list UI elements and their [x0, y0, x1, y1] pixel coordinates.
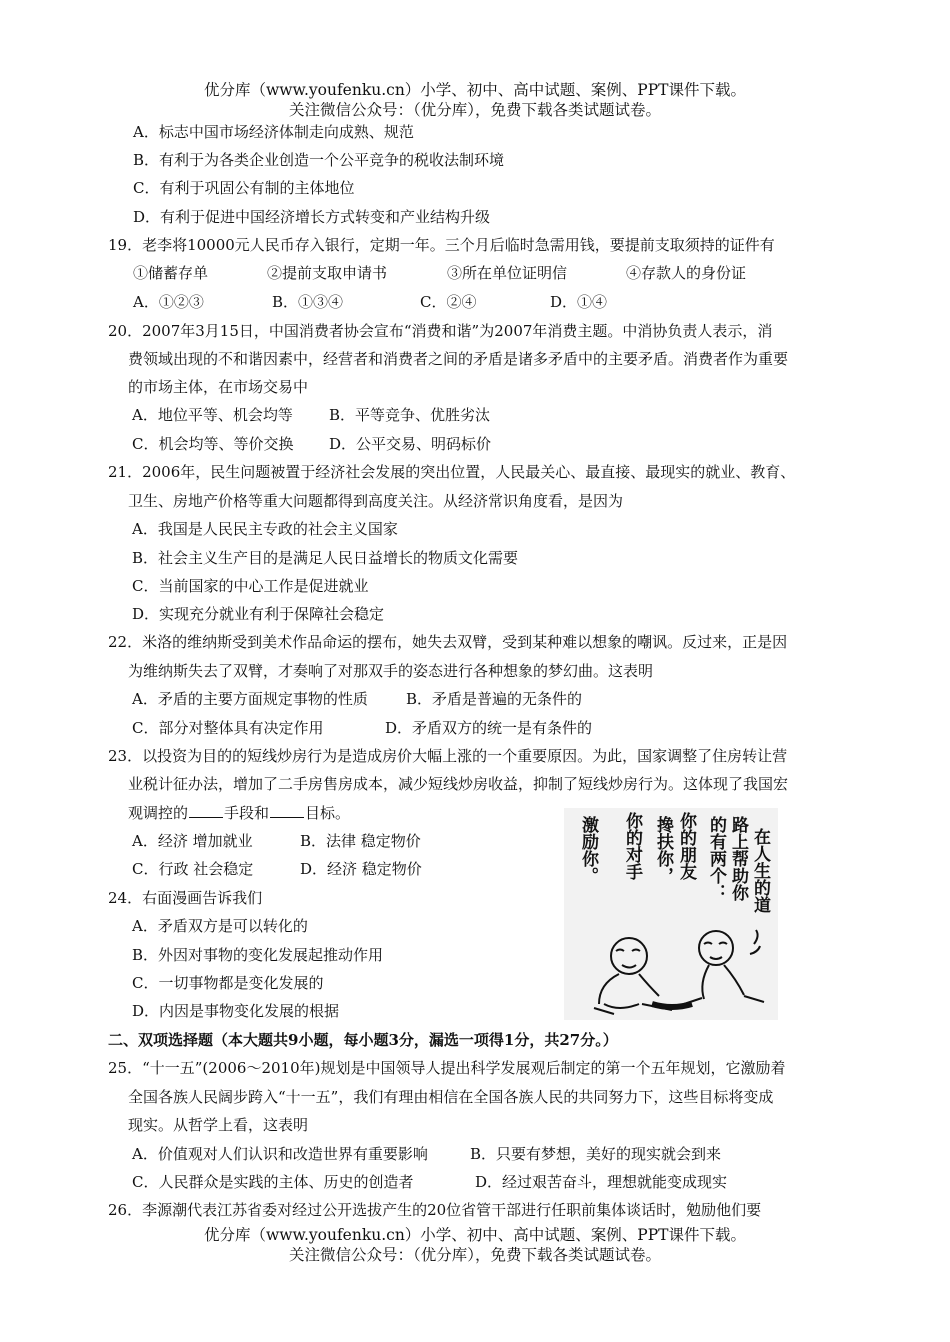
q21-stem-line-2: 卫生、房地产价格等重大问题都得到高度关注。从经济常识角度看，是因为: [128, 492, 624, 510]
comic-text-col-3: 的有两个：: [706, 816, 726, 901]
q22-option-c: C．部分对整体具有决定作用: [132, 719, 324, 737]
q23-option-d: D．经济 稳定物价: [300, 860, 422, 878]
comic-text-col-4: 你的朋友: [676, 812, 696, 880]
q20-stem-line-3: 的市场主体，在市场交易中: [128, 378, 309, 396]
header-line-2: 关注微信公众号：（优分库），免费下载各类试题试卷。: [288, 101, 661, 119]
q25-option-c: C．人民群众是实践的主体、历史的创造者: [132, 1173, 414, 1191]
q25-stem-line-2: 全国各族人民阔步跨入“十一五”，我们有理由相信在全国各族人民的共同努力下，这些目标将变成: [128, 1088, 774, 1106]
q25-option-b: B．只要有梦想，美好的现实就会到来: [470, 1145, 722, 1163]
comic-text-col-2: 路上帮助你: [728, 816, 748, 901]
q22-option-a: A．矛盾的主要方面规定事物的性质: [132, 690, 368, 708]
q19-stem: 19．老李将10000元人民币存入银行，定期一年。三个月后临时急需用钱，要提前支取须持的证件有: [108, 236, 775, 254]
q19-item-3: ③所在单位证明信: [447, 264, 568, 282]
comic-illustration: [564, 808, 778, 1020]
q19-option-c: C．②④: [420, 293, 477, 311]
q24-option-d: D．内因是事物变化发展的根据: [132, 1002, 340, 1020]
q20-option-b: B．平等竞争、优胜劣汰: [329, 406, 491, 424]
q23-stem-line-1: 23．以投资为目的的短线炒房行为是造成房价大幅上涨的一个重要原因。为此，国家调整了住房转让营: [108, 747, 788, 765]
q23-stem-part-a: 观调控的: [128, 804, 189, 822]
q21-stem-line-1: 21．2006年，民生问题被置于经济社会发展的突出位置，人民最关心、最直接、最现实的就业、教育、: [108, 463, 796, 481]
q23-stem-part-b: 手段和: [224, 804, 270, 822]
q23-blank-2: [270, 803, 304, 818]
q21-option-b: B．社会主义生产目的是满足人民日益增长的物质文化需要: [132, 549, 519, 567]
q18-option-c: C．有利于巩固公有制的主体地位: [133, 179, 355, 197]
comic-text-col-7: 激励你。: [578, 816, 598, 884]
q22-option-d: D．矛盾双方的统一是有条件的: [385, 719, 593, 737]
q20-option-d: D．公平交易、明码标价: [329, 435, 492, 453]
q23-stem-line-2: 业税计征办法，增加了二手房售房成本，减少短线炒房收益，抑制了短线炒房行为。这体现了我国宏: [128, 775, 789, 793]
q18-option-a: A．标志中国市场经济体制走向成熟、规范: [133, 123, 414, 141]
footer-line-1: 优分库（www.youfenku.cn）小学、初中、高中试题、案例、PPT课件下载。: [203, 1226, 747, 1244]
q20-stem-line-1: 20．2007年3月15日，中国消费者协会宣布“消费和谐”为2007年消费主题。中消协负责人表示，消: [108, 322, 773, 340]
section-2-heading: 二、双项选择题（本大题共9小题，每小题3分，漏选一项得1分，共27分。）: [108, 1031, 618, 1049]
q22-stem-line-2: 为维纳斯失去了双臂，才奏响了对那双手的姿态进行各种想象的梦幻曲。这表明: [128, 662, 654, 680]
q20-option-c: C．机会均等、等价交换: [132, 435, 294, 453]
q23-stem-line-3: [128, 802, 350, 824]
q25-option-d: D．经过艰苦奋斗，理想就能变成现实: [475, 1173, 728, 1191]
q19-item-1: ①储蓄存单: [133, 264, 209, 282]
q24-option-a: A．矛盾双方是可以转化的: [132, 917, 308, 935]
q19-option-b: B．①③④: [272, 293, 344, 311]
q25-option-a: A．价值观对人们认识和改造世界有重要影响: [132, 1145, 428, 1163]
q22-stem-line-1: 22．米洛的维纳斯受到美术作品命运的摆布，她失去双臂，受到某种难以想象的嘲讽。反过来，正是因: [108, 633, 788, 651]
comic-text-col-5: 搀扶你，: [653, 816, 673, 884]
header-line-1: 优分库（www.youfenku.cn）小学、初中、高中试题、案例、PPT课件下载。: [203, 81, 747, 99]
q20-option-a: A．地位平等、机会均等: [132, 406, 293, 424]
q24-option-b: B．外因对事物的变化发展起推动作用: [132, 946, 384, 964]
q21-option-a: A．我国是人民民主专政的社会主义国家: [132, 520, 398, 538]
q19-item-2: ②提前支取申请书: [267, 264, 388, 282]
q18-option-d: D．有利于促进中国经济增长方式转变和产业结构升级: [133, 208, 491, 226]
q23-option-b: B．法律 稳定物价: [300, 832, 421, 850]
q21-option-d: D．实现充分就业有利于保障社会稳定: [132, 605, 385, 623]
q23-option-a: A．经济 增加就业: [132, 832, 253, 850]
q26-stem: 26．李源潮代表江苏省委对经过公开选拔产生的20位省管干部进行任职前集体谈话时，勉励他们要: [108, 1201, 762, 1219]
q23-blank-1: [189, 803, 223, 818]
footer-line-2: 关注微信公众号：（优分库），免费下载各类试题试卷。: [288, 1246, 661, 1264]
q19-option-d: D．①④: [550, 293, 608, 311]
comic-text-col-1: 在人生的道: [750, 828, 770, 913]
q24-stem: 24．右面漫画告诉我们: [108, 889, 263, 907]
q18-option-b: B．有利于为各类企业创造一个公平竞争的税收法制环境: [133, 151, 505, 169]
q19-item-4: ④存款人的身份证: [626, 264, 747, 282]
q22-option-b: B．矛盾是普遍的无条件的: [406, 690, 583, 708]
q20-stem-line-2: 费领域出现的不和谐因素中，经营者和消费者之间的矛盾是诸多矛盾中的主要矛盾。消费者作为重要: [128, 350, 789, 368]
q19-option-a: A．①②③: [133, 293, 204, 311]
q25-stem-line-3: 现实。从哲学上看，这表明: [128, 1116, 309, 1134]
q23-stem-part-c: 目标。: [305, 804, 351, 822]
q24-option-c: C．一切事物都是变化发展的: [132, 974, 324, 992]
comic-text-col-6: 你的对手: [622, 812, 642, 880]
q21-option-c: C．当前国家的中心工作是促进就业: [132, 577, 369, 595]
q23-option-c: C．行政 社会稳定: [132, 860, 254, 878]
q25-stem-line-1: 25．“十一五”(2006～2010年)规划是中国领导人提出科学发展观后制定的第一个五年规划，它激励着: [108, 1059, 786, 1077]
